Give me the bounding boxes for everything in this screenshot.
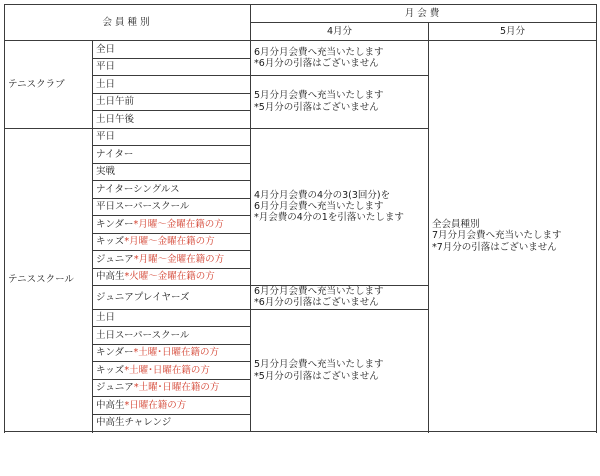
member-type-cell: 平日 — [93, 58, 251, 76]
member-type-cell: ナイターシングルス — [93, 181, 251, 199]
member-type-cell: 中高生*日曜在籍の方 — [93, 397, 251, 415]
april-note-cell: 5月分月会費へ充当いたします *5月分の引落はございません — [251, 309, 429, 432]
member-type-cell: ジュニア*月曜～金曜在籍の方 — [93, 251, 251, 269]
member-type-cell: 平日スーパースクール — [93, 198, 251, 216]
member-type-cell: 全日 — [93, 41, 251, 59]
member-type-cell: ジュニア*土曜･日曜在籍の方 — [93, 379, 251, 397]
member-type-cell: 中高生*火曜～金曜在籍の方 — [93, 268, 251, 286]
april-note-cell: 6月分月会費へ充当いたします *6月分の引落はございません — [251, 286, 429, 310]
category-tennis-club: テニスクラブ — [5, 41, 93, 129]
monthly-fee-header: 月会費 — [251, 5, 597, 23]
member-type-cell: キンダー*土曜･日曜在籍の方 — [93, 344, 251, 362]
member-type-cell: 平日 — [93, 128, 251, 146]
monthly-fee-table — [4, 4, 597, 432]
may-note-cell: 全会員種別 7月分月会費へ充当いたします *7月分の引落はございません — [429, 41, 597, 432]
member-type-header: 会員種別 — [5, 5, 251, 41]
member-type-cell: 土日午後 — [93, 111, 251, 129]
member-type-cell: ナイター — [93, 146, 251, 164]
may-header: 5月分 — [429, 23, 597, 41]
member-type-cell: 土日 — [93, 76, 251, 94]
member-type-cell: 実戦 — [93, 163, 251, 181]
april-header: 4月分 — [251, 23, 429, 41]
member-type-cell: キッズ*月曜～金曜在籍の方 — [93, 233, 251, 251]
april-note-cell: 5月分月会費へ充当いたします *5月分の引落はございません — [251, 76, 429, 129]
category-tennis-school: テニススクール — [5, 128, 93, 432]
member-type-cell: 土日午前 — [93, 93, 251, 111]
member-type-cell: 中高生チャレンジ — [93, 414, 251, 432]
member-type-cell: 土日 — [93, 309, 251, 327]
member-type-cell: キッズ*土曜･日曜在籍の方 — [93, 362, 251, 380]
member-type-cell: キンダー*月曜～金曜在籍の方 — [93, 216, 251, 234]
april-note-cell: 4月分月会費の4分の3(3回分)を 6月分月会費へ充当いたします *月会費の4分の1を引落いたします — [251, 128, 429, 286]
member-type-cell: 土日スーパースクール — [93, 327, 251, 345]
april-note-cell: 6月分月会費へ充当いたします *6月分の引落はございません — [251, 41, 429, 76]
member-type-cell: ジュニアプレイヤーズ — [93, 286, 251, 310]
